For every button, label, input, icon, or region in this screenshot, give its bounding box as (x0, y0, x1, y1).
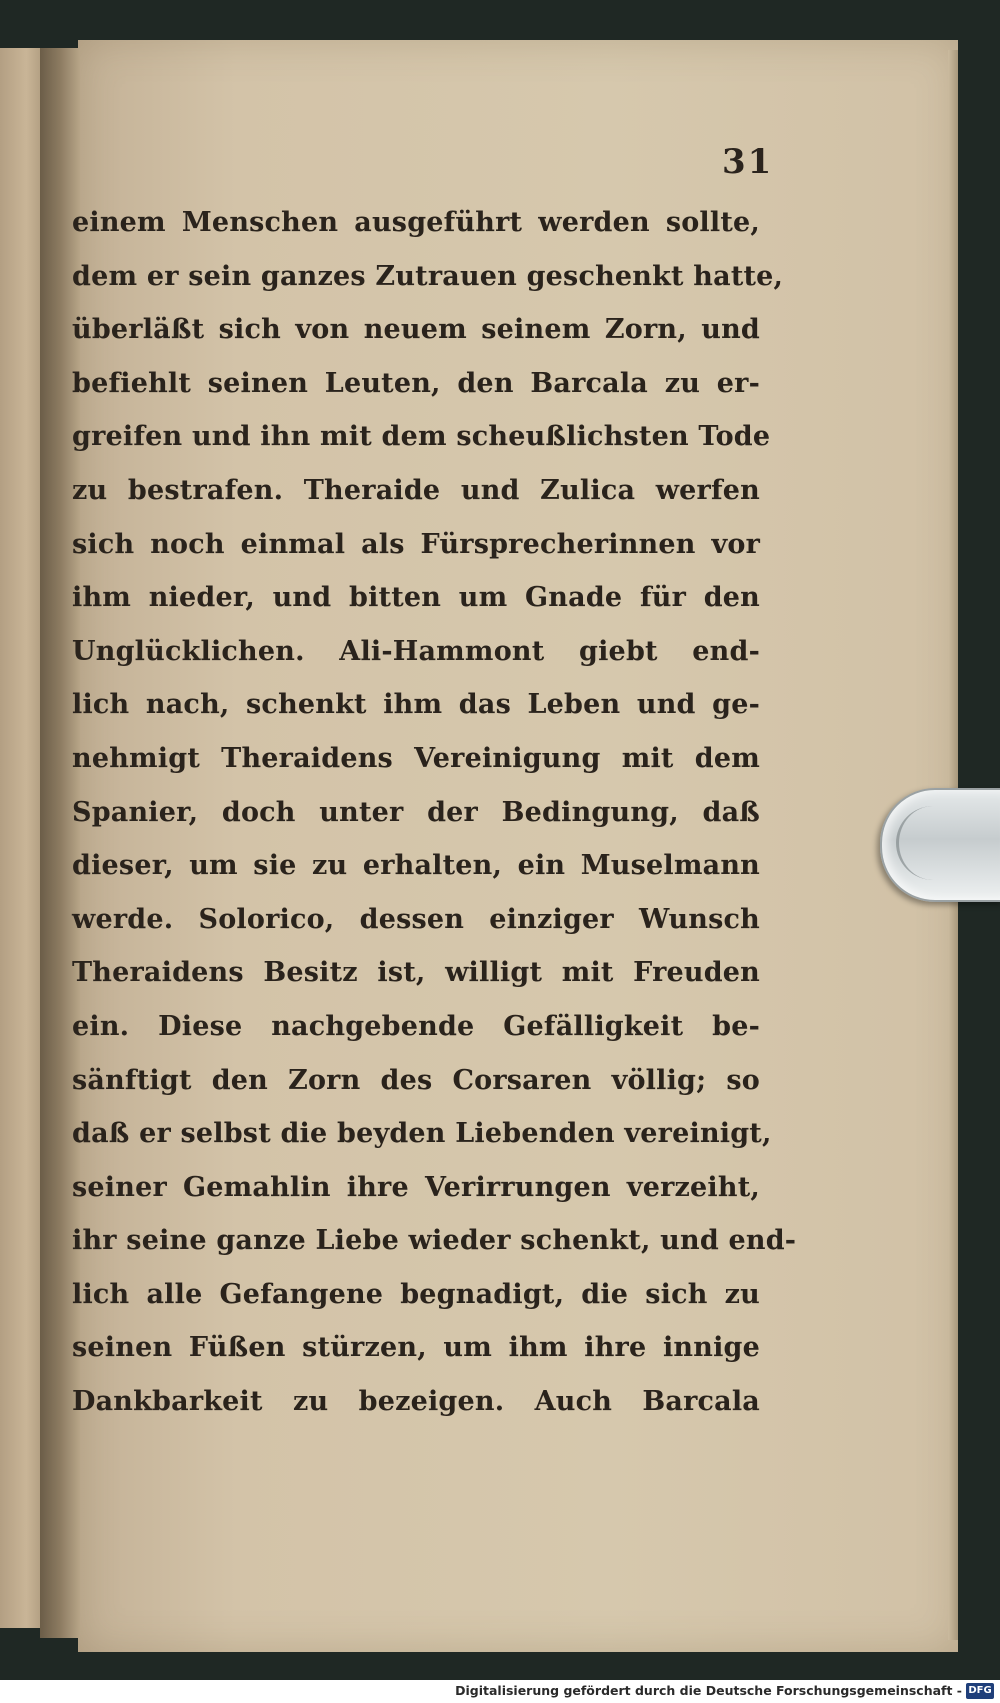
text-line: dieser, um sie zu erhalten, ein Muselmann (72, 850, 760, 882)
text-line: sänftigt den Zorn des Corsaren völlig; so (72, 1064, 760, 1096)
text-line: lich alle Gefangene begnadigt, die sich zu (72, 1278, 760, 1310)
text-line: zu bestrafen. Theraide und Zulica werfen (72, 474, 760, 506)
text-line: einem Menschen ausgeführt werden sollte, (72, 207, 760, 238)
funding-credit: Digitalisierung gefördert durch die Deutsche Forschungsgemeinschaft - (455, 1683, 962, 1698)
text-line: seinen Füßen stürzen, um ihm ihre innige (72, 1332, 760, 1364)
text-line: seiner Gemahlin ihre Verirrungen verzeiht, (72, 1171, 760, 1203)
text-line: greifen und ihn mit dem scheußlichsten Tode (72, 421, 771, 453)
page-number: 31 (722, 142, 774, 182)
text-line: Spanier, doch unter der Bedingung, daß (72, 796, 760, 828)
text-line: Dankbarkeit zu bezeigen. Auch Barcala (72, 1386, 760, 1418)
text-line: befiehlt seinen Leuten, den Barcala zu er- (72, 367, 760, 399)
body-text (72, 196, 797, 1429)
text-line: lich nach, schenkt ihm das Leben und ge- (72, 689, 760, 721)
text-line: werde. Solorico, dessen einziger Wunsch (72, 903, 760, 935)
text-line: dem er sein ganzes Zutrauen geschenkt hatte, (72, 260, 784, 292)
dfg-logo: DFG (966, 1683, 994, 1699)
text-line: überläßt sich von neuem seinem Zorn, und (72, 314, 760, 346)
text-line: sich noch einmal als Fürsprecherinnen vor (72, 528, 760, 560)
text-line: Unglücklichen. Ali-Hammont giebt end- (72, 635, 760, 667)
text-line: ihm nieder, und bitten um Gnade für den (72, 582, 760, 614)
clip-highlight (896, 806, 939, 880)
text-line: ein. Diese nachgebende Gefälligkeit be- (72, 1010, 760, 1042)
text-line: Theraidens Besitz ist, willigt mit Freuden (72, 957, 760, 989)
text-line: ihr seine ganze Liebe wieder schenkt, und end- (72, 1225, 797, 1257)
text-line: nehmigt Theraidens Vereinigung mit dem (72, 742, 760, 774)
footer-bar (0, 1680, 1000, 1703)
page-clip (880, 788, 1000, 902)
text-line: daß er selbst die beyden Liebenden vereinigt, (72, 1118, 772, 1150)
